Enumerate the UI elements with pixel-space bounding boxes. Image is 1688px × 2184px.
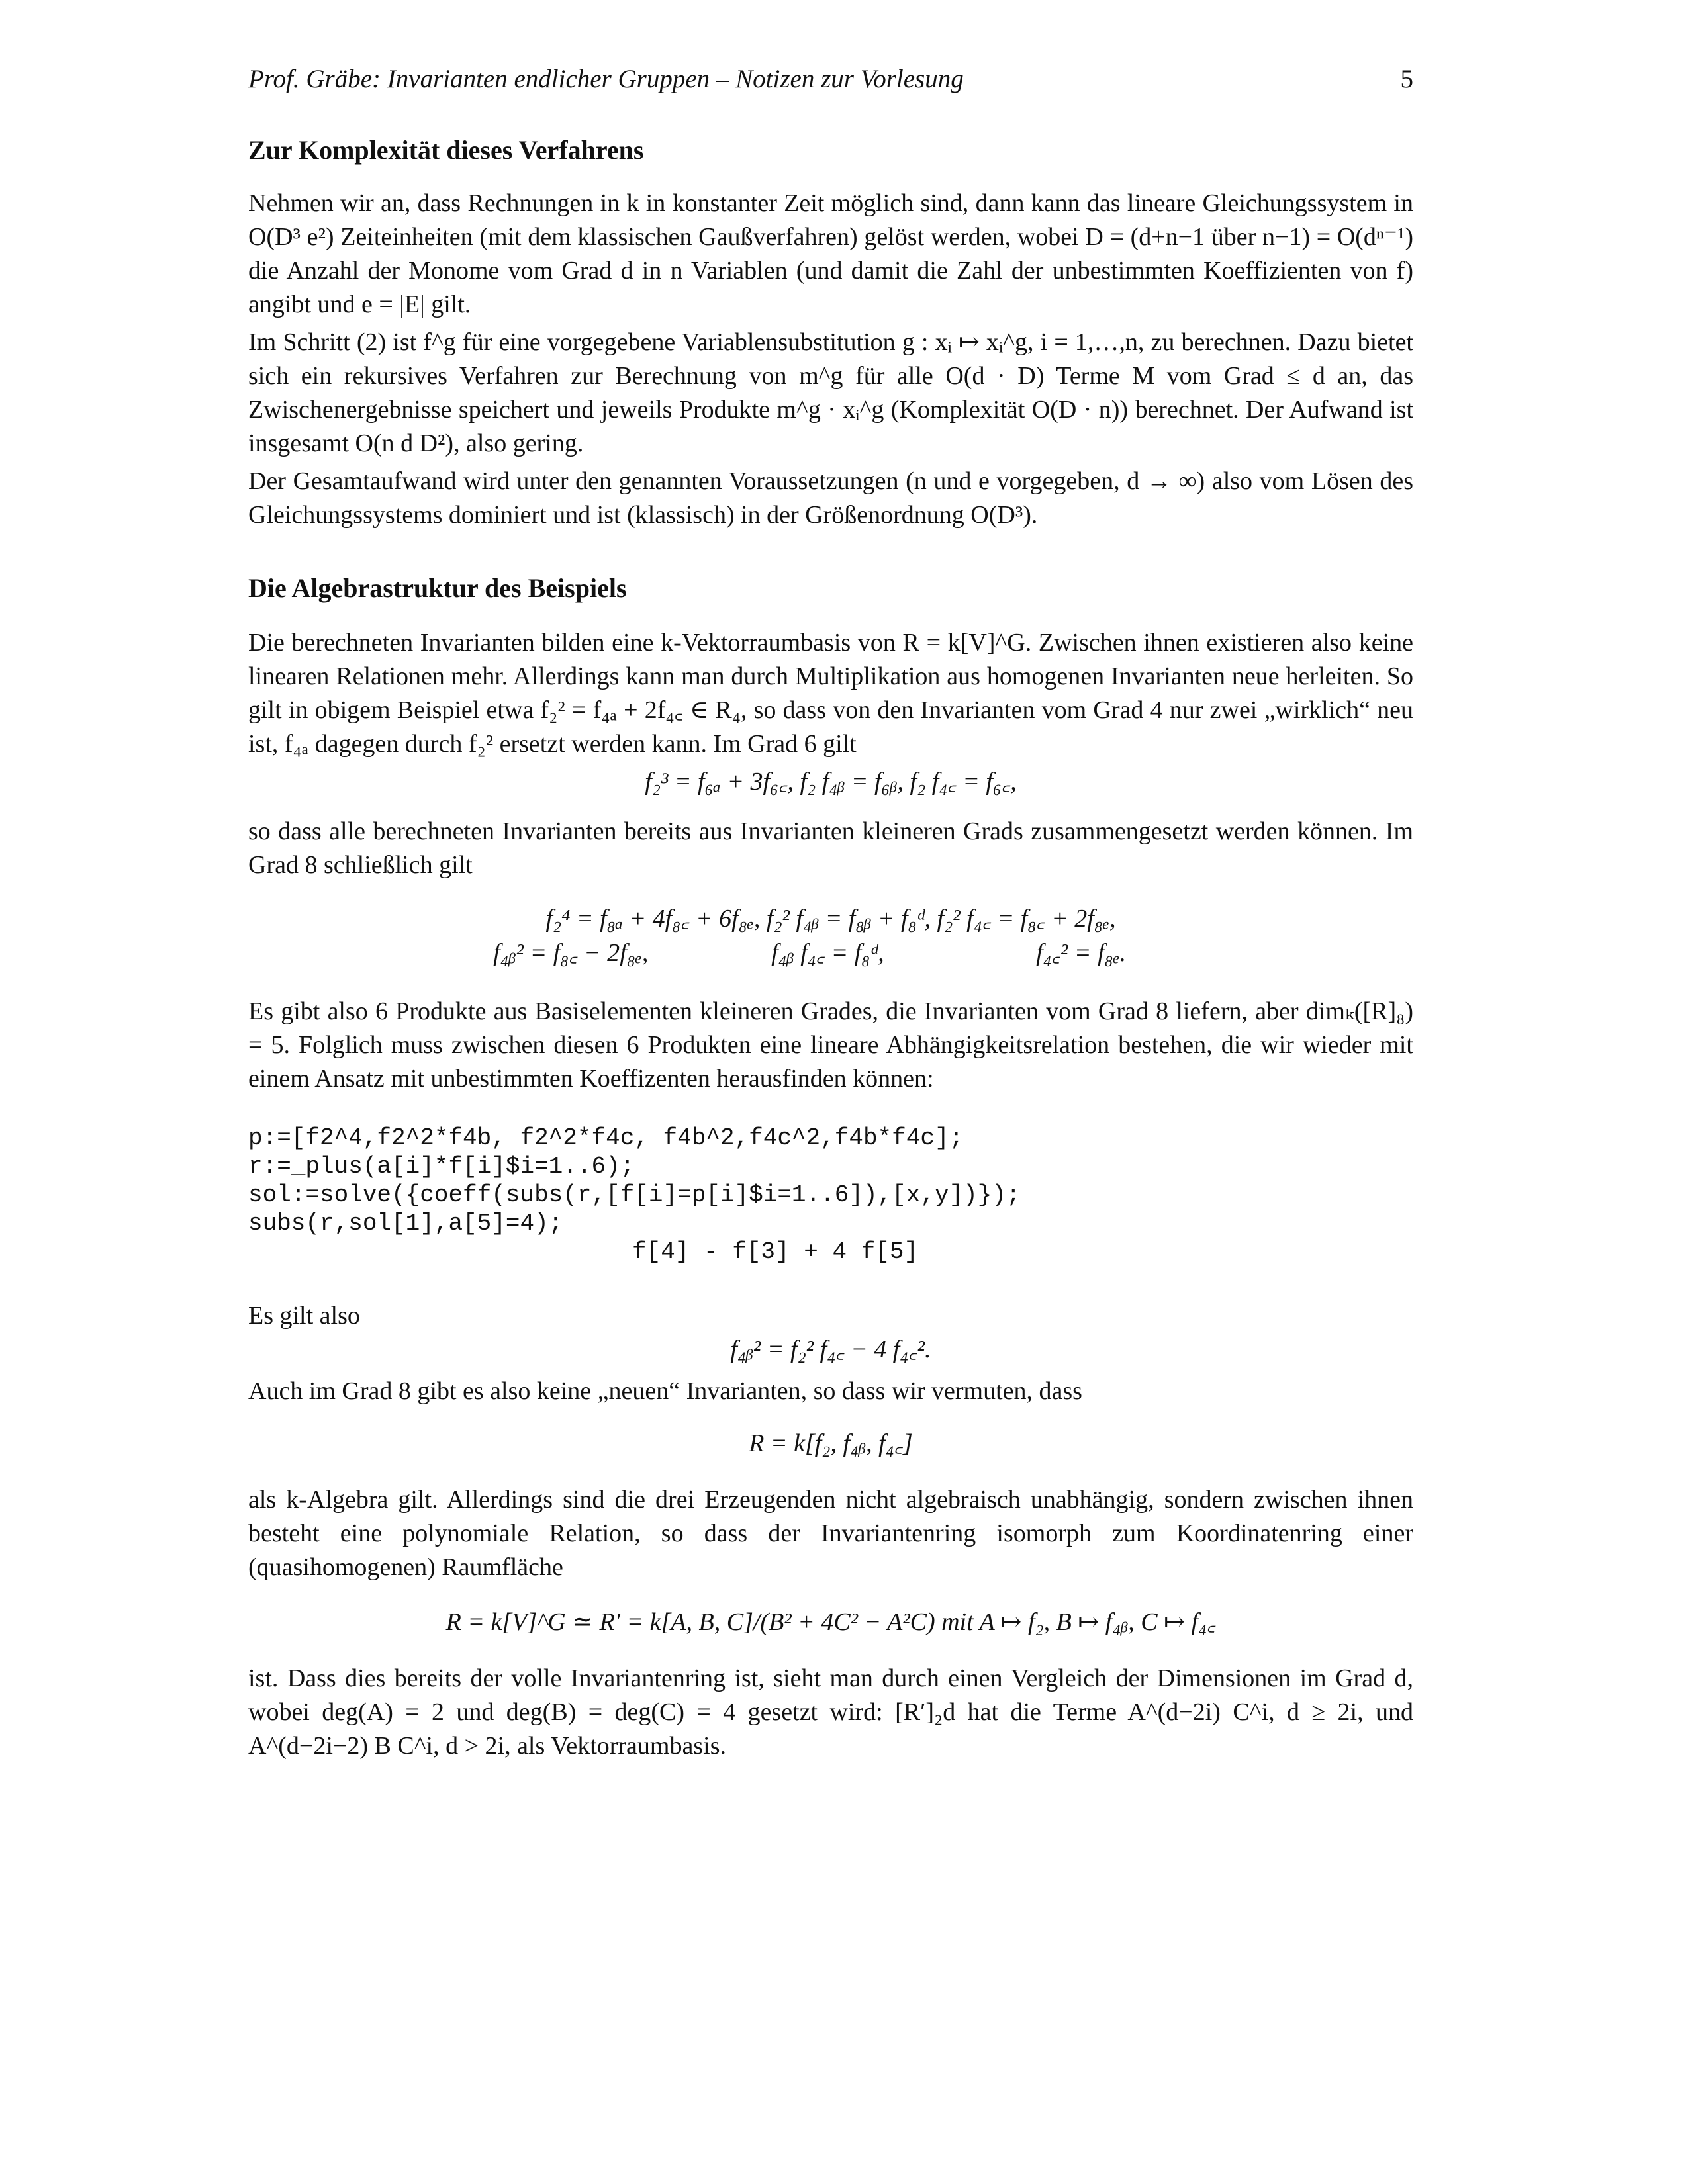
equation-row [248, 936, 1413, 971]
equation: f₄ᵦ² = f₂² f₄꜀ − 4 f₄꜀². [730, 1336, 931, 1363]
page [248, 63, 1413, 1763]
equation: R = k[V]^G ≃ R′ = k[A, B, C]/(B² + 4C² − A²C) mit A ↦ f₂, B ↦ f₄ᵦ, C ↦ f₄꜀ [445, 1608, 1216, 1636]
section-heading: Die Algebrastruktur des Beispiels [248, 573, 627, 603]
paragraph: Die berechneten Invarianten bilden eine k-Vektorraumbasis von R = k[V]^G. Zwischen ihnen existieren also keine linearen Relationen mehr. Allerdings kann man durch Multiplikation aus homogenen Invarianten neue herleiten. So gilt in obigem Beispiel etwa f₂² = f₄ₐ + 2f₄꜀ ∈ R₄, so dass von den Invarianten vom Grad 4 nur zwei „wirklich“ neu ist, f₄ₐ dagegen durch f₂² ersetzt werden kann. Im Grad 6 gilt [248, 629, 1413, 758]
code-block: p:=[f2^4,f2^2*f4b, f2^2*f4c, f4b^2,f4c^2,f4b*f4c]; r:=_plus(a[i]*f[i]$i=1..6); sol:=solve({coeff(subs(r,[f[i]=p[i]$i=1..6]),[x,y])}); subs(r,sol[1],a[5]=4); [248, 1124, 1021, 1237]
equation-row: f₂⁴ = f₈ₐ + 4f₈꜀ + 6f₈ₑ, f₂² f₄ᵦ = f₈ᵦ + f₈ᵈ, f₂² f₄꜀ = f₈꜀ + 2f₈ₑ, [545, 905, 1116, 933]
paragraph: Es gibt also 6 Produkte aus Basiselementen kleineren Grades, die Invarianten vom Grad 8 liefern, aber dimₖ([R]₈) = 5. Folglich muss zwischen diesen 6 Produkten eine lineare Abhängigkeitsrelation bestehen, die wir wieder mit einem Ansatz mit unbestimmten Koeffizenten herausfinden können: [248, 997, 1413, 1093]
header-title: Prof. Gräbe: Invarianten endlicher Gruppen – Notizen zur Vorlesung [248, 65, 964, 93]
paragraph: Im Schritt (2) ist f^g für eine vorgegebene Variablensubstitution g : xᵢ ↦ xᵢ^g, i = 1,…,n, zu berechnen. Dazu bietet sich ein rekursives Verfahren zur Berechnung von m^g für alle O(d · D) Terme M vom Grad ≤ d an, das Zwischenergebnisse speichert und jeweils Produkte m^g · xᵢ^g (Komplexität O(D · n)) berechnet. Der Aufwand ist insgesamt O(n d D²), also gering. [248, 328, 1413, 457]
paragraph: ist. Dass dies bereits der volle Invariantenring ist, sieht man durch einen Vergleich der Dimensionen im Grad d, wobei deg(A) = 2 und deg(B) = deg(C) = 4 gesetzt wird: [R′]₂d hat die Terme A^(d−2i) C^i, d ≥ 2i, und A^(d−2i−2) B C^i, d > 2i, als Vektorraumbasis. [248, 1664, 1413, 1760]
equation-cell: f₄ᵦ² = f₈꜀ − 2f₈ₑ, [493, 939, 649, 967]
section-heading: Zur Komplexität dieses Verfahrens [248, 135, 644, 165]
code-output: f[4] - f[3] + 4 f[5] [632, 1238, 919, 1265]
section-algebra-structure [248, 572, 1413, 1763]
running-header [248, 63, 1413, 96]
equation-cell: f₄ᵦ f₄꜀ = f₈ᵈ, [771, 939, 884, 967]
equation: f₂³ = f₆ₐ + 3f₆꜀, f₂ f₄ᵦ = f₆ᵦ, f₂ f₄꜀ = f₆꜀, [645, 768, 1017, 796]
equation-array [248, 902, 1413, 971]
paragraph: als k-Algebra gilt. Allerdings sind die drei Erzeugenden nicht algebraisch unabhängig, sondern zwischen ihnen besteht eine polynomiale Relation, so dass der Invariantenring isomorph zum Koordinatenring einer (quasihomogenen) Raumfläche [248, 1486, 1413, 1581]
equation: R = k[f₂, f₄ᵦ, f₄꜀] [749, 1430, 913, 1457]
page-number: 5 [1400, 65, 1413, 93]
paragraph: Auch im Grad 8 gibt es also keine „neuen“ Invarianten, so dass wir vermuten, dass [248, 1377, 1082, 1405]
paragraph: Der Gesamtaufwand wird unter den genannten Voraussetzungen (n und e vorgegeben, d → ∞) also vom Lösen des Gleichungssystems dominiert und ist (klassisch) in der Größenordnung O(D³). [248, 467, 1413, 529]
equation-cell: f₄꜀² = f₈ₑ. [1036, 939, 1127, 967]
paragraph: Es gilt also [248, 1302, 360, 1330]
paragraph: Nehmen wir an, dass Rechnungen in k in konstanter Zeit möglich sind, dann kann das lineare Gleichungssystem in O(D³ e²) Zeiteinheiten (mit dem klassischen Gaußverfahren) gelöst werden, wobei D = (d+n−1 über n−1) = O(dⁿ⁻¹) die Anzahl der Monome vom Grad d in n Variablen (und damit die Zahl der unbestimmten Koeffizienten von f) angibt und e = |E| gilt. [248, 189, 1413, 318]
paragraph: so dass alle berechneten Invarianten bereits aus Invarianten kleineren Grads zusammengesetzt werden können. Im Grad 8 schließlich gilt [248, 817, 1413, 879]
section-complexity [248, 134, 1413, 532]
